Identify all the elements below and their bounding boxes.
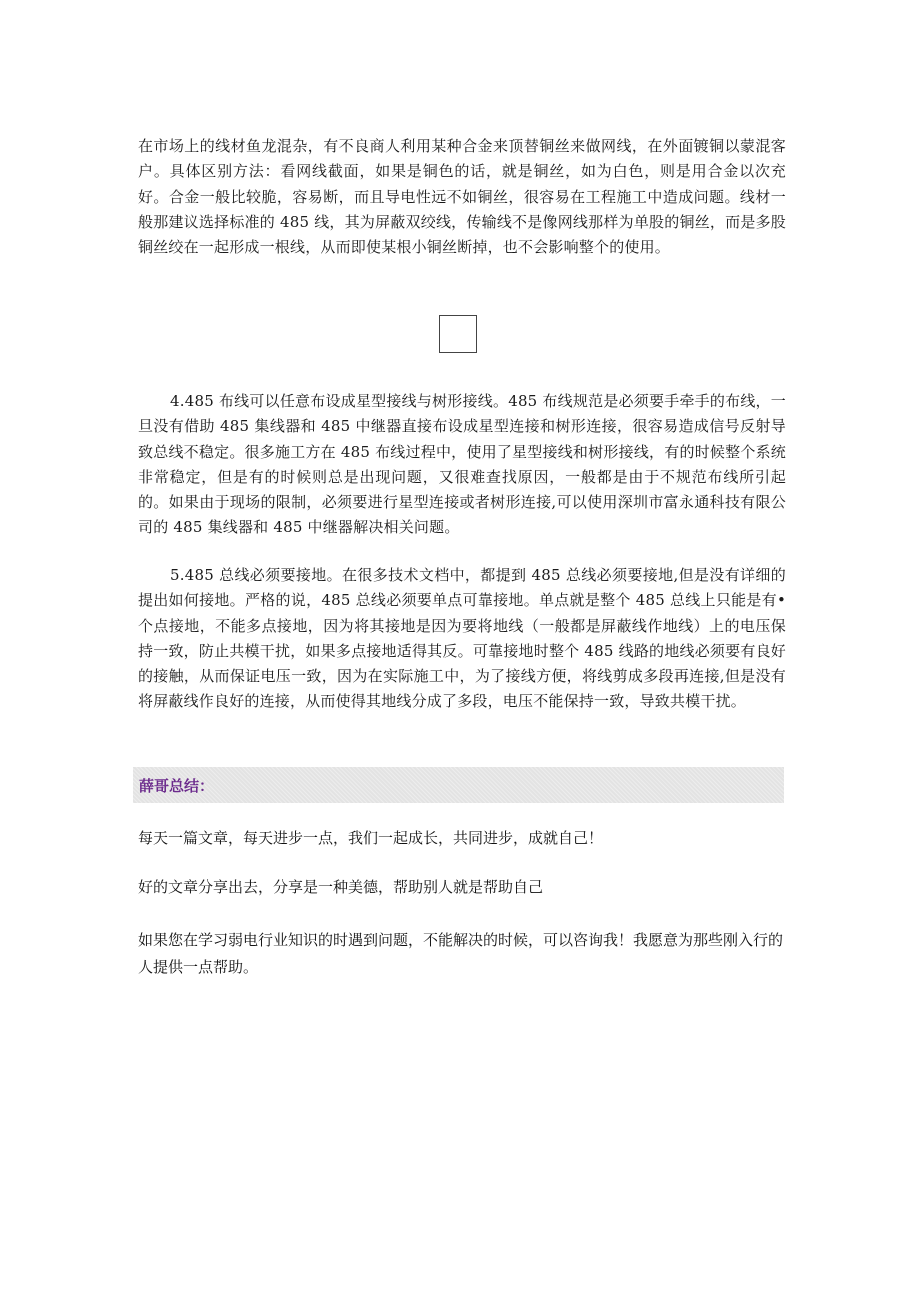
paragraph-wiring-topology: 4.485 布线可以任意布设成星型接线与树形接线。485 布线规范是必须要手牵手的布线，一旦没有借助 485 集线器和 485 中继器直接布设成星型连接和树形连接，很容易造成信号反射导致总线不稳定。很多施工方在 485 布线过程中，使用了星型接线和树形接线，有的时候整个系统非常稳定，但是有的时候则总是出现问题，又很难查找原因，一般都是由于不规范布线所引起的。如果由于现场的限制，必须要进行星型连接或者树形连接,可以使用深圳市富永通科技有限公司的 485 集线器和 485 中继器解决相关问题。 [138,392,786,537]
paragraph-grounding: 5.485 总线必须要接地。在很多技术文档中，都提到 485 总线必须要接地,但是没有详细的提出如何接地。严格的说，485 总线必须要单点可靠接地。单点就是整个 485 总线上只能是有•个点接地，不能多点接地，因为将其接地是因为要将地线（一般都是屏蔽线作地线）上的电压保持一致，防止共模干扰，如果多点接地适得其反。可靠接地时整个 485 线路的地线必须要有良好的接触，从而保证电压一致，因为在实际施工中，为了接线方便，将线剪成多段再连接,但是没有将屏蔽线作良好的连接，从而使得其地线分成了多段，电压不能保持一致，导致共模干扰。 [138,566,786,711]
paragraph-cable-quality: 在市场上的线材鱼龙混杂，有不良商人利用某种合金来顶替铜丝来做网线，在外面镀铜以蒙混客户。具体区别方法：看网线截面，如果是铜色的话，就是铜丝，如为白色，则是用合金以次充好。合金一般比较脆，容易断，而且导电性远不如铜丝，很容易在工程施工中造成问题。线材一般那建议选择标准的 485 线，其为屏蔽双绞线，传输线不是像网线那样为单股的铜丝，而是多股铜丝绞在一起形成一根线，从而即使某根小铜丝断掉，也不会影响整个的使用。 [138,137,786,257]
closing-line-1: 每天一篇文章，每天进步一点，我们一起成长，共同进步，成就自己！ [138,829,604,847]
closing-line-3: 如果您在学习弱电行业知识的时遇到问题，不能解决的时候，可以咨询我！我愿意为那些刚入行的人提供一点帮助。 [138,931,784,976]
summary-title: 薛哥总结： [139,777,215,795]
closing-line-2: 好的文章分享出去，分享是一种美德，帮助别人就是帮助自己 [138,878,544,896]
image-placeholder [439,315,477,353]
summary-header-bar [133,767,784,803]
